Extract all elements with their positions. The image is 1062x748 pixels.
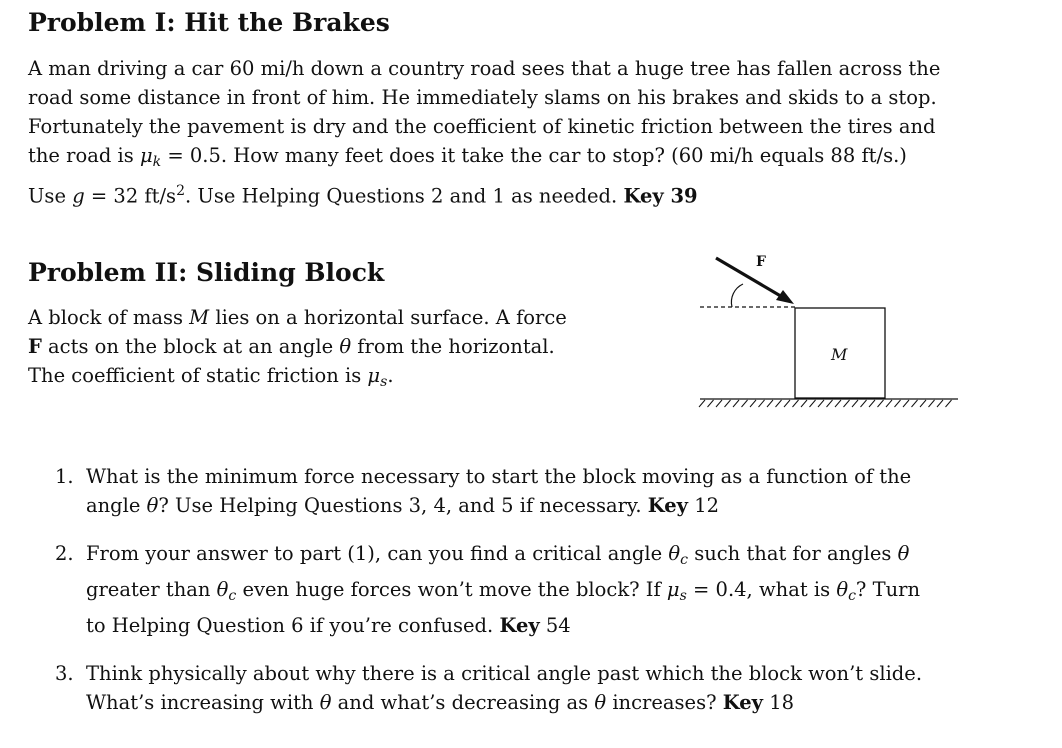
problem-1-line: road some distance in front of him. He immediately slams on his brakes and skids to a stop. xyxy=(28,86,937,109)
subscript-c: c xyxy=(680,552,688,569)
problem-1-title: Problem I: Hit the Brakes xyxy=(28,8,390,37)
answer-key-number: 18 xyxy=(763,691,795,715)
text-fragment: angle xyxy=(86,494,147,517)
problem-2-line xyxy=(28,303,567,332)
hatch-stroke xyxy=(793,400,799,407)
text-fragment: increases? xyxy=(606,691,723,715)
subscript-k: k xyxy=(152,154,162,171)
answer-key-label: Key xyxy=(499,614,540,638)
force-label: F xyxy=(756,254,766,270)
hatch-stroke xyxy=(886,400,892,407)
hatch-stroke xyxy=(759,400,765,407)
text-fragment: Use xyxy=(28,184,73,208)
problem-2-text xyxy=(28,303,567,397)
text-fragment: = 32 ft/s xyxy=(84,184,177,208)
sliding-block-diagram xyxy=(696,246,960,418)
theta-symbol: θ xyxy=(594,691,607,715)
hatch-stroke xyxy=(767,400,773,407)
hatch-stroke xyxy=(733,400,739,407)
angle-arc xyxy=(731,284,743,307)
question-item xyxy=(55,539,922,640)
subscript-c: c xyxy=(228,588,237,605)
text-fragment: From your answer to part (1), can you find a critical angle xyxy=(86,542,669,565)
hatch-stroke xyxy=(835,400,841,407)
subscript-s: s xyxy=(679,588,687,605)
problem-2-line xyxy=(28,361,567,397)
question-number: 2. xyxy=(55,542,74,565)
question-line xyxy=(86,491,922,520)
problem-1-line xyxy=(28,141,940,177)
mu-symbol: μ xyxy=(367,364,381,387)
force-arrow-head xyxy=(776,290,794,304)
theta-symbol: θ xyxy=(319,691,332,715)
hatch-stroke xyxy=(810,400,816,407)
question-item xyxy=(55,659,922,717)
hatch-stroke xyxy=(869,400,875,407)
text-fragment: greater than xyxy=(86,578,217,602)
hatch-stroke xyxy=(929,400,935,407)
text-fragment: lies on a horizontal surface. A force xyxy=(209,306,567,329)
text-fragment: and what’s decreasing as xyxy=(331,691,595,715)
text-fragment: . Use Helping Questions 2 and 1 as needed. xyxy=(185,184,624,208)
mass-label: M xyxy=(831,345,848,364)
hatch-stroke xyxy=(852,400,858,407)
hatch-stroke xyxy=(895,400,901,407)
question-item xyxy=(55,462,922,520)
problem-1-line xyxy=(28,177,940,211)
question-number: 1. xyxy=(55,465,74,488)
theta-symbol: θ xyxy=(897,542,910,565)
hatch-stroke xyxy=(818,400,824,407)
hatch-stroke xyxy=(699,400,705,407)
hatch-stroke xyxy=(827,400,833,407)
problem-2-title: Problem II: Sliding Block xyxy=(28,258,385,287)
hatch-stroke xyxy=(946,400,952,407)
hatch-stroke xyxy=(861,400,867,407)
hatch-stroke xyxy=(937,400,943,407)
superscript-2: 2 xyxy=(176,183,185,200)
hatch-stroke xyxy=(776,400,782,407)
hatch-stroke xyxy=(716,400,722,407)
hatch-stroke xyxy=(708,400,714,407)
question-line xyxy=(86,611,922,640)
text-fragment: ? Use Helping Questions 3, 4, and 5 if necessary. xyxy=(158,494,648,517)
g-symbol: g xyxy=(72,184,85,208)
ground-hatching xyxy=(699,400,952,407)
text-fragment: acts on the block at an angle xyxy=(41,335,340,358)
theta-symbol: θ xyxy=(668,542,681,565)
answer-key-label: Key xyxy=(647,494,688,517)
question-line xyxy=(86,539,922,575)
problem-1-line: Fortunately the pavement is dry and the coefficient of kinetic friction between the tires and xyxy=(28,115,936,138)
question-line: Think physically about why there is a critical angle past which the block won’t slide. xyxy=(86,662,923,686)
question-line xyxy=(86,575,922,611)
question-line: What is the minimum force necessary to start the block moving as a function of the xyxy=(86,465,912,488)
hatch-stroke xyxy=(750,400,756,407)
hatch-stroke xyxy=(844,400,850,407)
answer-key-number: 54 xyxy=(539,614,571,638)
force-symbol: F xyxy=(28,335,42,358)
hatch-stroke xyxy=(801,400,807,407)
force-arrow-shaft xyxy=(716,258,784,298)
text-fragment: = 0.4, what is xyxy=(686,578,837,602)
mass-symbol: M xyxy=(189,306,210,329)
hatch-stroke xyxy=(903,400,909,407)
hatch-stroke xyxy=(742,400,748,407)
problem-2-line xyxy=(28,332,567,361)
text-fragment: What’s increasing with xyxy=(86,691,320,715)
question-list xyxy=(55,462,922,736)
mu-symbol: μ xyxy=(139,144,153,167)
theta-symbol: θ xyxy=(836,578,849,602)
problem-1-text xyxy=(28,54,940,211)
text-fragment: A block of mass xyxy=(28,306,190,329)
hatch-stroke xyxy=(912,400,918,407)
theta-symbol: θ xyxy=(146,494,159,517)
hatch-stroke xyxy=(725,400,731,407)
text-fragment: even huge forces won’t move the block? If xyxy=(236,578,667,602)
subscript-s: s xyxy=(380,374,388,391)
theta-symbol: θ xyxy=(216,578,229,602)
text-fragment: The coefficient of static friction is xyxy=(28,364,368,387)
text-fragment: ? Turn xyxy=(855,578,921,602)
text-fragment: = 0.5. How many feet does it take the car to stop? (60 mi/h equals 88 ft/s.) xyxy=(161,144,907,167)
answer-key-label: Key xyxy=(722,691,764,715)
problem-1-line: A man driving a car 60 mi/h down a country road sees that a huge tree has fallen across the xyxy=(28,57,941,80)
question-line xyxy=(86,688,922,717)
answer-key-number: 12 xyxy=(688,494,720,517)
text-fragment: the road is xyxy=(28,144,140,167)
text-fragment: from the horizontal. xyxy=(351,335,555,358)
text-fragment: such that for angles xyxy=(688,542,898,565)
mu-symbol: μ xyxy=(666,578,680,602)
hatch-stroke xyxy=(878,400,884,407)
question-number: 3. xyxy=(55,662,74,686)
theta-symbol: θ xyxy=(339,335,352,358)
answer-key: Key 39 xyxy=(623,184,698,208)
hatch-stroke xyxy=(784,400,790,407)
hatch-stroke xyxy=(920,400,926,407)
text-fragment: . xyxy=(387,364,394,387)
text-fragment: to Helping Question 6 if you’re confused. xyxy=(86,614,500,638)
subscript-c: c xyxy=(848,588,856,605)
